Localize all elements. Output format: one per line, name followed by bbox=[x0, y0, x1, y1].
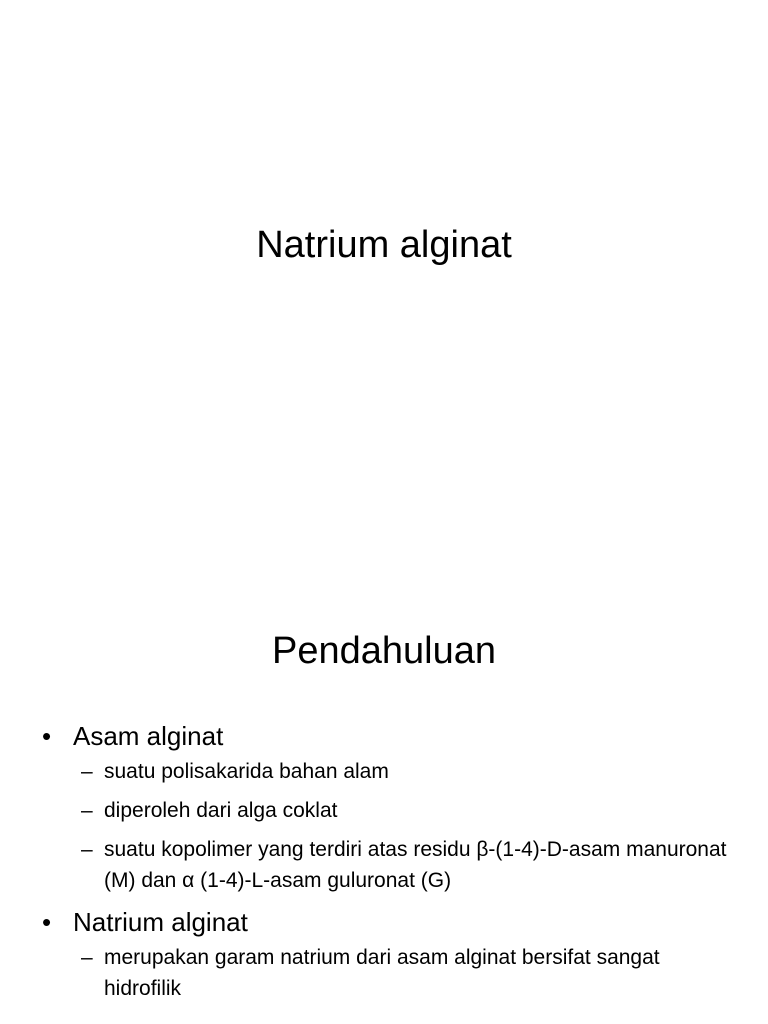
bullet-marker: • bbox=[42, 907, 52, 937]
sub-bullet-text: suatu kopolimer yang terdiri atas residu β-(1-4)-D-asam manuronat (M) dan α (1-4)-L-asam guluronat (G) bbox=[104, 838, 727, 892]
bullet-item bbox=[40, 904, 730, 1004]
bullet-text: Natrium alginat bbox=[73, 907, 248, 937]
bullet-list bbox=[40, 718, 730, 1004]
bullet-marker: • bbox=[42, 721, 52, 751]
slide-title-heading: Natrium alginat bbox=[256, 224, 512, 266]
sub-bullet-marker: – bbox=[81, 760, 93, 783]
bullet-item bbox=[40, 718, 730, 896]
slide-content bbox=[40, 718, 730, 1012]
sub-bullet-text: diperoleh dari alga coklat bbox=[104, 799, 338, 822]
sub-bullet-item bbox=[73, 756, 730, 787]
sub-bullet-marker: – bbox=[81, 838, 93, 861]
sub-bullet-text: merupakan garam natrium dari asam alginat bersifat sangat hidrofilik bbox=[104, 946, 660, 1000]
sub-bullet-item bbox=[73, 834, 730, 896]
sub-bullet-item bbox=[73, 795, 730, 826]
slide-heading: Pendahuluan bbox=[272, 630, 496, 672]
sub-bullet-marker: – bbox=[81, 799, 93, 822]
sub-bullet-marker: – bbox=[81, 946, 93, 969]
sub-bullet-list bbox=[73, 942, 730, 1004]
sub-bullet-list bbox=[73, 756, 730, 896]
slide-introduction bbox=[0, 512, 768, 1024]
bullet-text: Asam alginat bbox=[73, 721, 224, 751]
sub-bullet-text: suatu polisakarida bahan alam bbox=[104, 760, 389, 783]
sub-bullet-item bbox=[73, 942, 730, 1004]
